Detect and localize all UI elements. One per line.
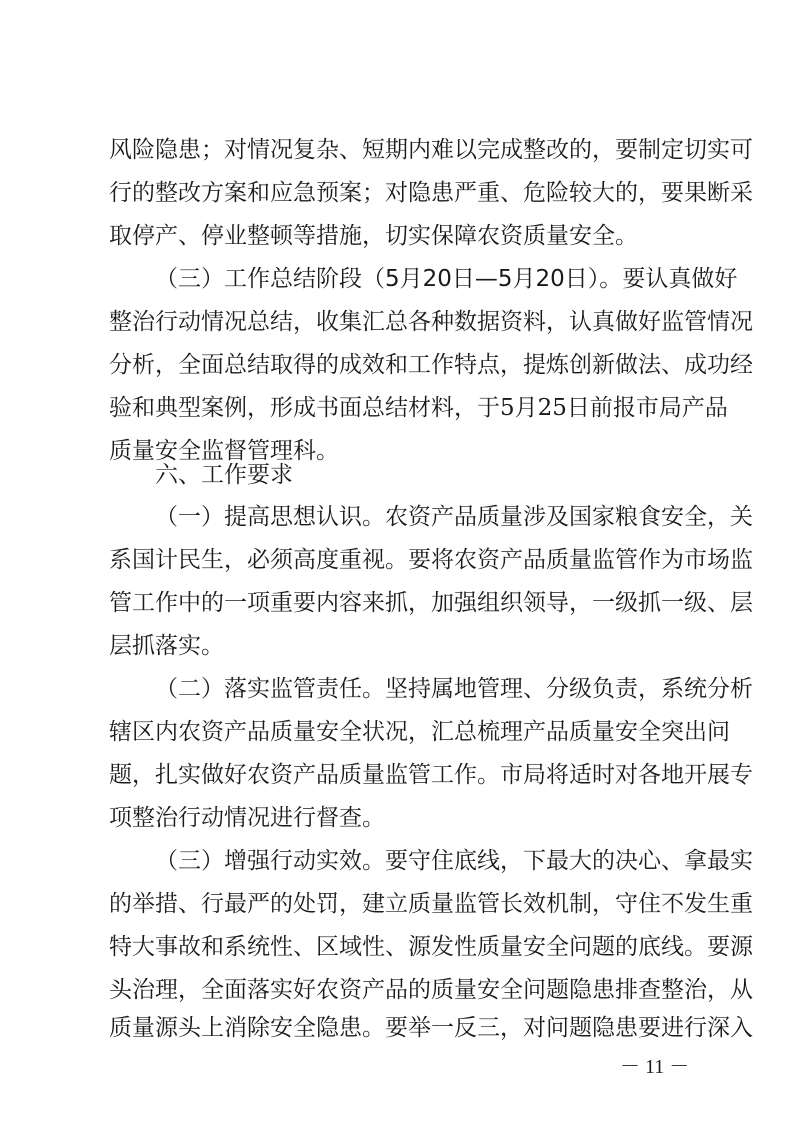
paragraph-text: 农资产品质量涉及国家粮食安全，关 bbox=[385, 504, 753, 530]
paragraph-line: 特大事故和系统性、区域性、源发性质量安全问题的底线。要源 bbox=[109, 934, 753, 960]
paragraph-line: 风险隐患；对情况复杂、短期内难以完成整改的，要制定切实可 bbox=[109, 137, 753, 163]
paragraph-line bbox=[155, 841, 753, 881]
paragraph-lead: （三）工作总结阶段（5月20日—5月20日）。 bbox=[155, 266, 623, 292]
paragraph-line: 层抓落实。 bbox=[109, 633, 224, 659]
paragraph-line: 分析，全面总结取得的成效和工作特点，提炼创新做法、成功经 bbox=[109, 352, 753, 378]
section-heading: 六、工作要求 bbox=[155, 462, 293, 488]
paragraph-text: 要认真做好 bbox=[622, 266, 738, 292]
paragraph-line bbox=[155, 259, 738, 299]
paragraph-line: 整治行动情况总结，收集汇总各种数据资料，认真做好监管情况 bbox=[109, 309, 753, 335]
paragraph-line: 的举措、行最严的处罚，建立质量监管长效机制，守住不发生重 bbox=[109, 891, 753, 917]
paragraph-line: 系国计民生，必须高度重视。要将农资产品质量监管作为市场监 bbox=[109, 547, 753, 573]
page-number: － 11 － bbox=[620, 1056, 690, 1078]
paragraph-line: 管工作中的一项重要内容来抓，加强组织领导，一级抓一级、层 bbox=[109, 590, 753, 616]
paragraph-line: 质量安全监督管理科。 bbox=[109, 438, 339, 464]
paragraph-line: 头治理，全面落实好农资产品的质量安全问题隐患排查整治，从 bbox=[109, 977, 753, 1003]
paragraph-line: 题，扎实做好农资产品质量监管工作。市局将适时对各地开展专 bbox=[109, 762, 753, 788]
paragraph-line bbox=[155, 497, 753, 537]
paragraph-line: 质量源头上消除安全隐患。要举一反三，对问题隐患要进行深入 bbox=[109, 1015, 753, 1041]
paragraph-line bbox=[155, 669, 753, 709]
paragraph-line: 取停产、停业整顿等措施，切实保障农资质量安全。 bbox=[109, 223, 638, 249]
paragraph-text: 要守住底线，下最大的决心、拿最实 bbox=[385, 848, 753, 874]
paragraph-lead: （三）增强行动实效。 bbox=[155, 848, 385, 874]
paragraph-line: 验和典型案例，形成书面总结材料，于5月25日前报市局产品 bbox=[109, 395, 728, 421]
paragraph-line: 辖区内农资产品质量安全状况，汇总梳理产品质量安全突出问 bbox=[109, 719, 730, 745]
paragraph-lead: （一）提高思想认识。 bbox=[155, 504, 385, 530]
paragraph-text: 坚持属地管理、分级负责，系统分析 bbox=[385, 676, 753, 702]
paragraph-line: 项整治行动情况进行督查。 bbox=[109, 805, 385, 831]
paragraph-lead: （二）落实监管责任。 bbox=[155, 676, 385, 702]
paragraph-line: 行的整改方案和应急预案；对隐患严重、危险较大的，要果断采 bbox=[109, 180, 753, 206]
